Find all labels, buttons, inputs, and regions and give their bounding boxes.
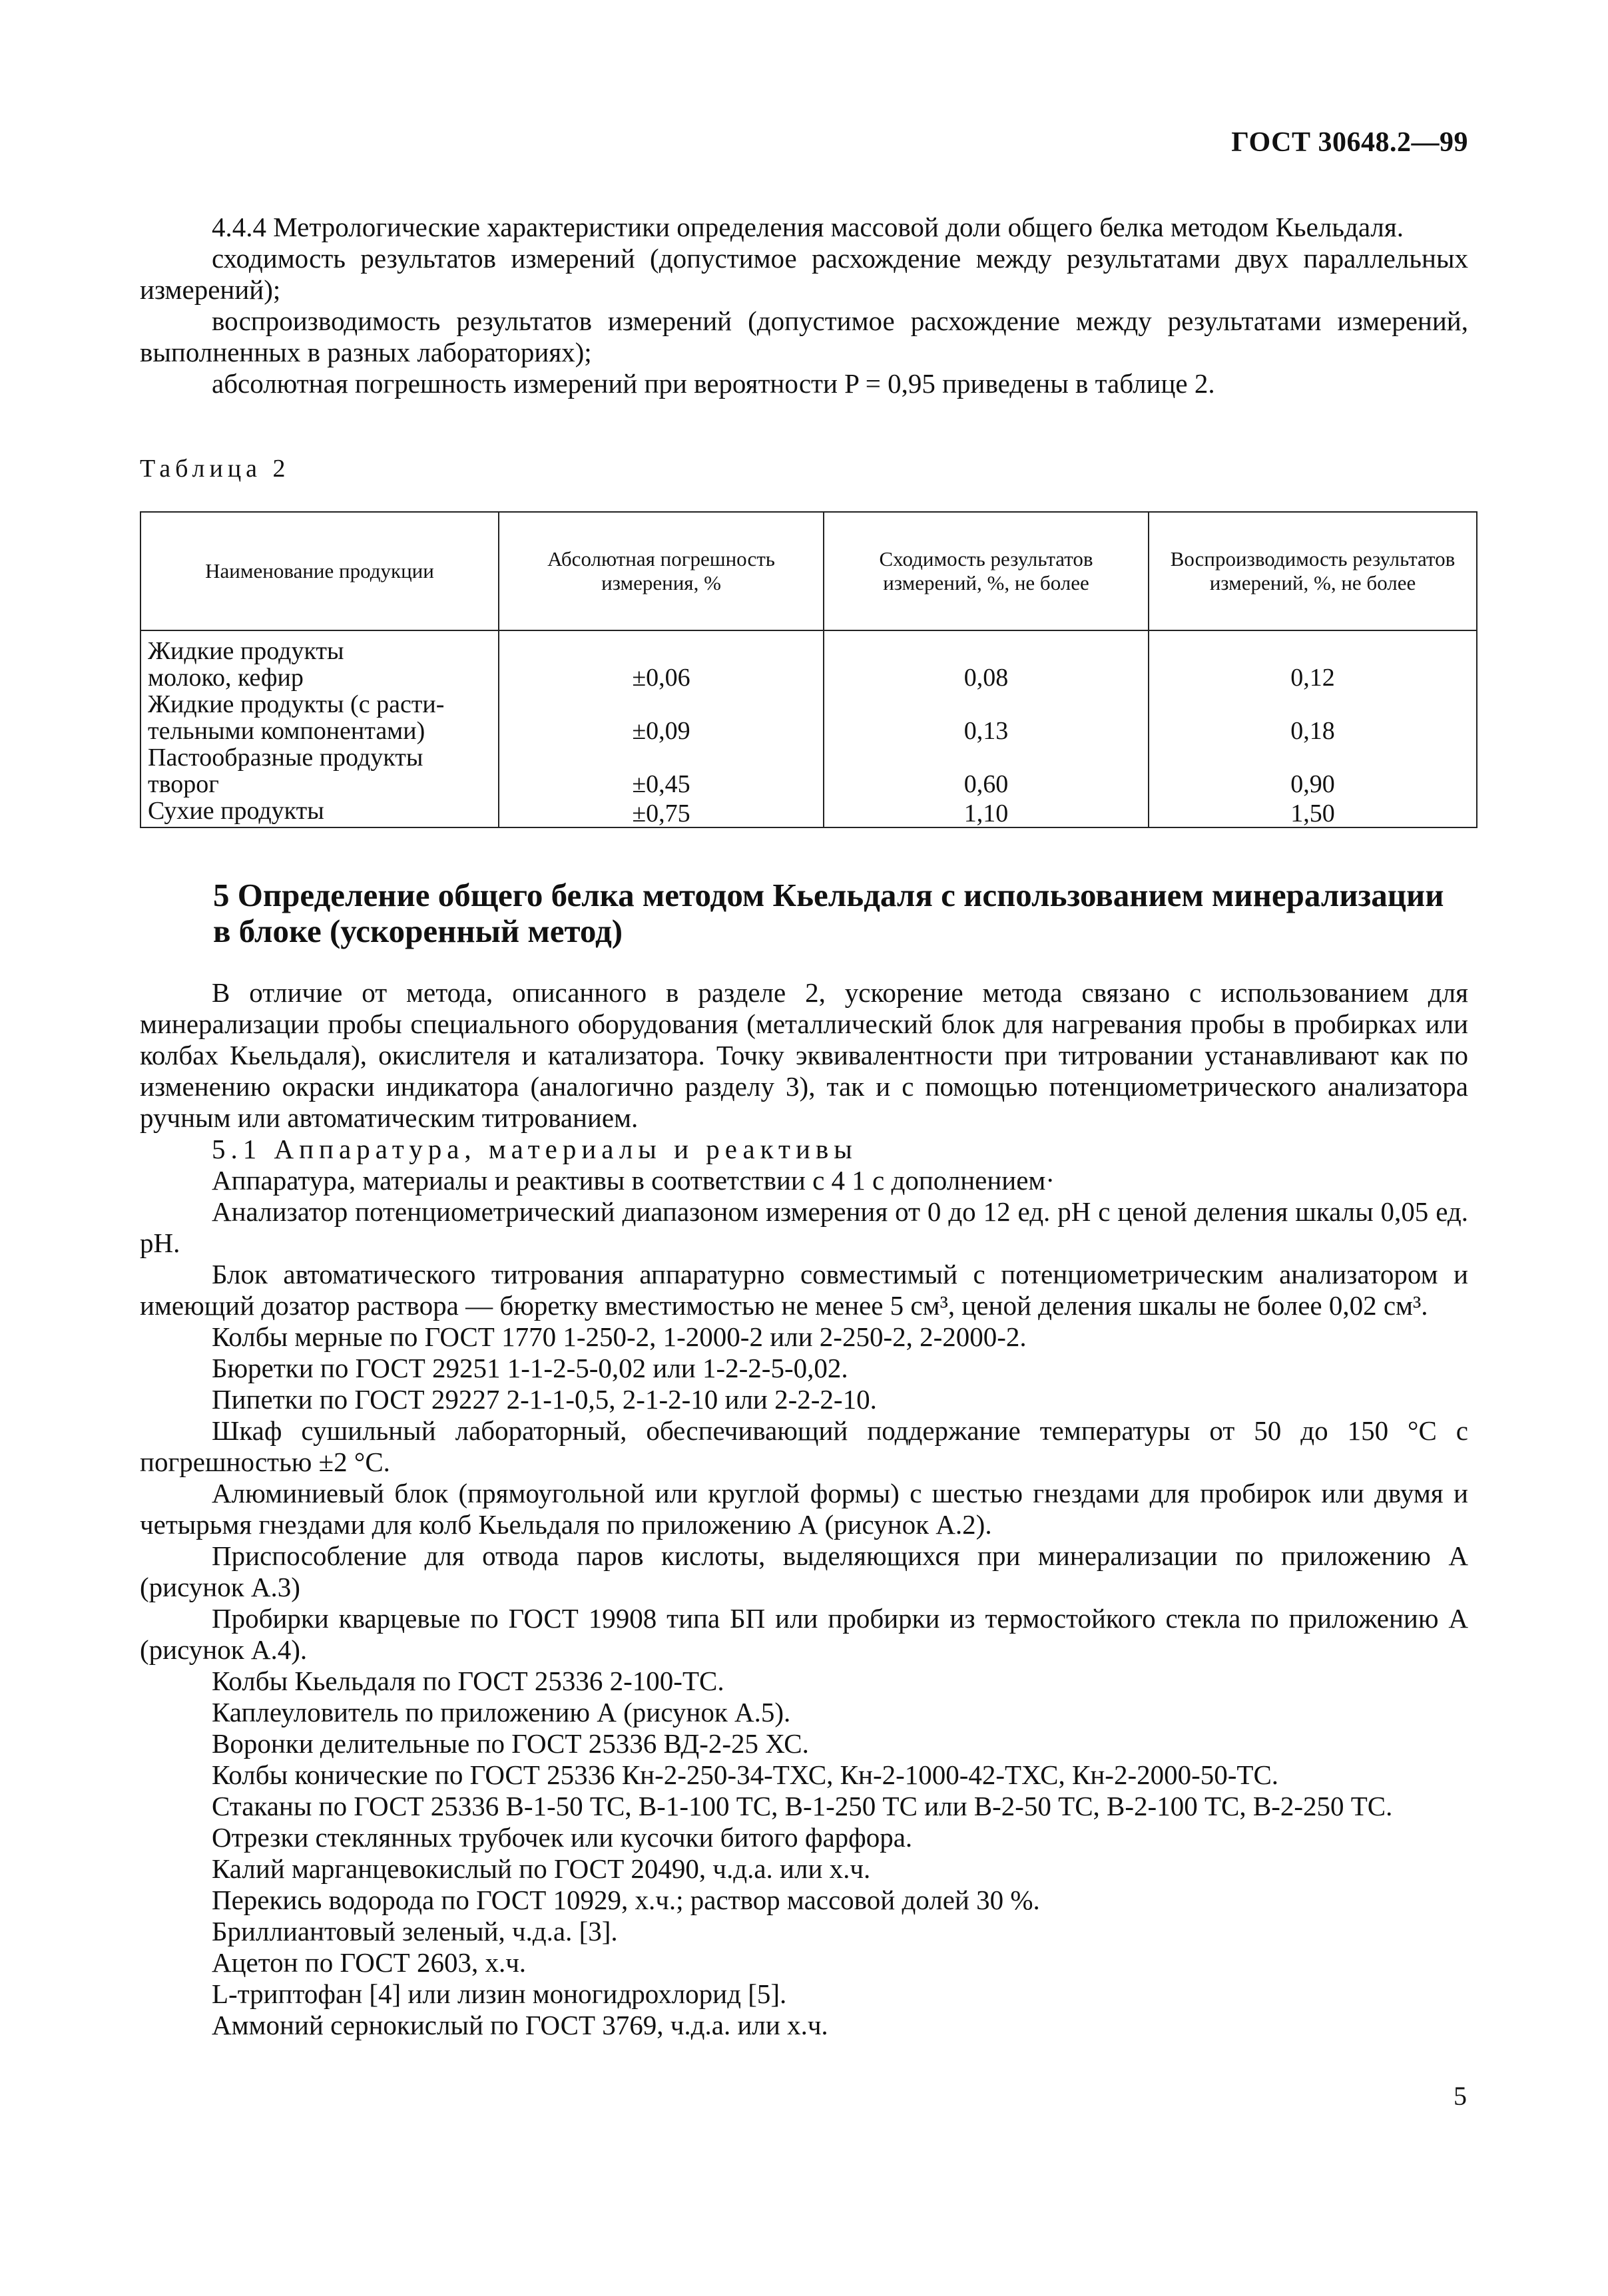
convergence-cell: 0,08 [824,664,1149,691]
product-cell: Жидкие продукты [140,630,499,664]
product-cell: творог [140,771,499,798]
list-item: Алюминиевый блок (прямоугольной или круглой формы) с шестью гнездами для пробирок или двумя и четырьмя гнездами для колб Кьельдаля по приложению А (рисунок А.2). [140,1478,1468,1540]
list-item: Колбы Кьельдаля по ГОСТ 25336 2-100-ТС. [212,1666,724,1696]
list-item: Бюретки по ГОСТ 29251 1-1-2-5-0,02 или 1-2-2-5-0,02. [212,1353,848,1383]
paragraph: сходимость результатов измерений (допустимое расхождение между результатами двух параллельных измерений); [140,243,1468,305]
column-header: Наименование продукции [140,512,499,630]
abs-error-cell: ±0,75 [499,798,824,827]
convergence-cell [824,630,1149,664]
subsection-title: 5.1 Аппаратура, материалы и реактивы [212,1134,858,1164]
list-item: L-триптофан [4] или лизин моногидрохлорид [5]. [212,1978,787,2009]
abs-error-cell: ±0,45 [499,771,824,798]
reproducibility-cell: 1,50 [1149,798,1477,827]
convergence-cell: 0,13 [824,718,1149,744]
abs-error-cell: ±0,06 [499,664,824,691]
table-row [140,798,1477,827]
reproducibility-cell: 0,18 [1149,718,1477,744]
product-cell: тельными компонентами) [140,718,499,744]
convergence-cell [824,691,1149,718]
table-row [140,718,1477,744]
column-header: Воспроизводимость результатов измерений, %, не более [1149,512,1477,630]
reproducibility-cell [1149,691,1477,718]
list-item: Анализатор потенциометрический диапазоном измерения от 0 до 12 ед. pH с ценой деления шкалы 0,05 ед. pH. [140,1196,1468,1258]
table-row [140,771,1477,798]
abs-error-cell [499,630,824,664]
list-item: Шкаф сушильный лабораторный, обеспечивающий поддержание температуры от 50 до 150 °С с погрешностью ±2 °С. [140,1415,1468,1477]
intro-section [140,212,1468,399]
list-item: Ацетон по ГОСТ 2603, х.ч. [212,1947,527,1978]
convergence-cell: 0,60 [824,771,1149,798]
product-cell: Пастообразные продукты [140,744,499,771]
paragraph: абсолютная погрешность измерений при вероятности P = 0,95 приведены в таблице 2. [212,368,1215,399]
paragraph: В отличие от метода, описанного в разделе 2, ускорение метода связано с использованием для минерализации пробы специального оборудования (металлический блок для нагревания пробы в пробирках или колбах Кьельдаля), окислителя и катализатора. Точку эквивалентности при титровании устанавливают как по изменению окраски индикатора (аналогично разделу 3), так и с помощью потенциометрического анализатора ручным или автоматическим титрованием. [140,977,1468,1133]
page-number: 5 [1454,2081,1467,2111]
reproducibility-cell: 0,90 [1149,771,1477,798]
list-item: Отрезки стеклянных трубочек или кусочки битого фарфора. [212,1822,913,1853]
document-header: ГОСТ 30648.2—99 [1231,127,1468,158]
column-header: Сходимость результатов измерений, %, не более [824,512,1149,630]
reproducibility-cell [1149,630,1477,664]
list-item: Калий марганцевокислый по ГОСТ 20490, ч.д.а. или х.ч. [212,1853,871,1884]
column-header: Абсолютная погрешность измерения, % [499,512,824,630]
list-item: Приспособление для отвода паров кислоты, выделяющихся при минерализации по приложению А (рисунок А.3) [140,1540,1468,1602]
abs-error-cell: ±0,09 [499,718,824,744]
paragraph: 4.4.4 Метрологические характеристики определения массовой доли общего белка методом Кьельдаля. [212,212,1404,242]
list-item: Каплеуловитель по приложению А (рисунок А.5). [212,1697,791,1727]
abs-error-cell [499,691,824,718]
table-row [140,664,1477,691]
list-item: Пипетки по ГОСТ 29227 2-1-1-0,5, 2-1-2-10 или 2-2-2-10. [212,1384,877,1415]
product-cell: Сухие продукты [140,798,499,827]
product-cell: молоко, кефир [140,664,499,691]
table-2 [140,511,1477,828]
paragraph: воспроизводимость результатов измерений (допустимое расхождение между результатами измерений, выполненных в разных лабораториях); [140,306,1468,367]
list-item: Аппаратура, материалы и реактивы в соответствии с 4 1 с дополнением· [212,1165,1055,1196]
reproducibility-cell [1149,744,1477,771]
list-item: Воронки делительные по ГОСТ 25336 ВД-2-25 ХС. [212,1728,809,1759]
list-item: Колбы мерные по ГОСТ 1770 1-250-2, 1-2000-2 или 2-250-2, 2-2000-2. [212,1321,1027,1352]
convergence-cell: 1,10 [824,798,1149,827]
list-item: Перекись водорода по ГОСТ 10929, х.ч.; раствор массовой долей 30 %. [212,1885,1040,1915]
table-row [140,630,1477,664]
abs-error-cell [499,744,824,771]
convergence-cell [824,744,1149,771]
list-item: Блок автоматического титрования аппаратурно совместимый с потенциометрическим анализатором и имеющий дозатор раствора — бюретку вместимостью не менее 5 см³, ценой деления шкалы не более 0,02 см³. [140,1259,1468,1321]
list-item: Аммоний сернокислый по ГОСТ 3769, ч.д.а. или х.ч. [212,2010,828,2040]
section-5-title: 5 Определение общего белка методом Кьельдаля с использованием минерализации в блоке (ускоренный метод) [213,877,1444,949]
list-item: Колбы конические по ГОСТ 25336 Кн-2-250-34-ТХС, Кн-2-1000-42-ТХС, Кн-2-2000-50-ТС. [212,1759,1279,1790]
section-5-body [140,977,1468,2041]
list-item: Бриллиантовый зеленый, ч.д.а. [3]. [212,1916,618,1947]
product-cell: Жидкие продукты (с расти- [140,691,499,718]
table-row [140,691,1477,718]
list-item: Пробирки кварцевые по ГОСТ 19908 типа БП или пробирки из термостойкого стекла по приложению А (рисунок А.4). [140,1603,1468,1665]
reproducibility-cell: 0,12 [1149,664,1477,691]
list-item: Стаканы по ГОСТ 25336 В-1-50 ТС, В-1-100 ТС, В-1-250 ТС или В-2-50 ТС, В-2-100 ТС, В-2-250 ТС. [212,1791,1393,1821]
table-row [140,744,1477,771]
table-caption: Таблица 2 [140,455,290,483]
